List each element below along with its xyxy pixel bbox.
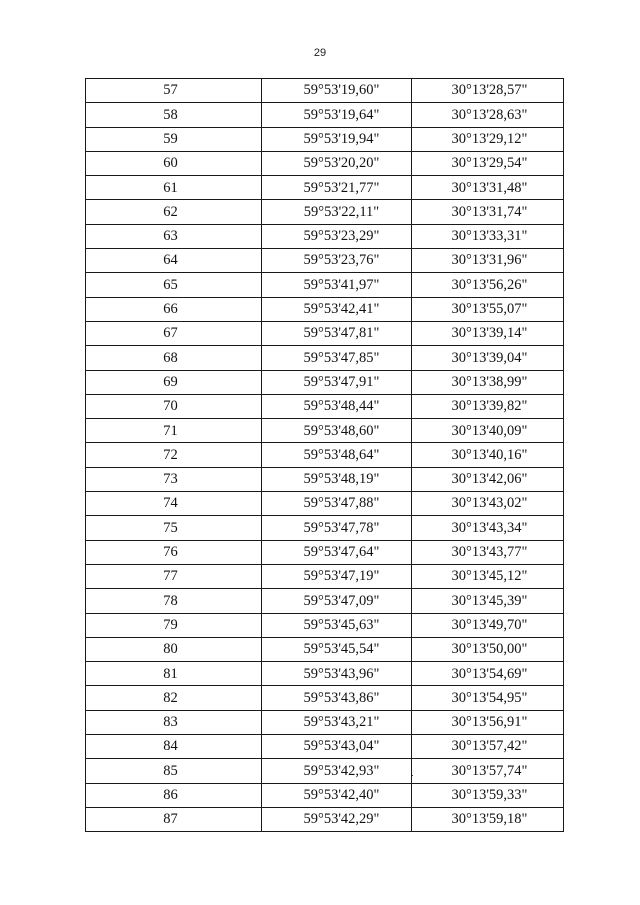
longitude-cell: 30°13'43,34" — [412, 516, 564, 540]
point-number-cell: 68 — [86, 346, 262, 370]
table-row — [86, 224, 564, 248]
longitude-cell: 30°13'39,04" — [412, 346, 564, 370]
table-row — [86, 370, 564, 394]
point-number-cell: 79 — [86, 613, 262, 637]
latitude-cell: 59°53'43,04" — [262, 735, 412, 759]
point-number-cell: 70 — [86, 394, 262, 418]
table-row — [86, 492, 564, 516]
latitude-cell: 59°53'47,19" — [262, 564, 412, 588]
longitude-cell: 30°13'28,57" — [412, 79, 564, 103]
latitude-cell: 59°53'47,81" — [262, 321, 412, 345]
point-number-cell: 74 — [86, 492, 262, 516]
longitude-cell: 30°13'55,07" — [412, 297, 564, 321]
point-number-cell: 62 — [86, 200, 262, 224]
point-number-cell: 65 — [86, 273, 262, 297]
table-row — [86, 79, 564, 103]
latitude-cell: 59°53'43,96" — [262, 662, 412, 686]
table-row — [86, 103, 564, 127]
longitude-cell: 30°13'42,06" — [412, 467, 564, 491]
longitude-cell: 30°13'39,82" — [412, 394, 564, 418]
table-row — [86, 759, 564, 783]
point-number-cell: 80 — [86, 637, 262, 661]
table-row — [86, 321, 564, 345]
table-row — [86, 710, 564, 734]
longitude-cell: 30°13'31,74" — [412, 200, 564, 224]
table-row — [86, 467, 564, 491]
point-number-cell: 58 — [86, 103, 262, 127]
latitude-cell: 59°53'19,64" — [262, 103, 412, 127]
latitude-cell: 59°53'43,21" — [262, 710, 412, 734]
table-row — [86, 443, 564, 467]
point-number-cell: 85 — [86, 759, 262, 783]
latitude-cell: 59°53'22,11" — [262, 200, 412, 224]
longitude-cell: 30°13'40,09" — [412, 419, 564, 443]
table-row — [86, 346, 564, 370]
latitude-cell: 59°53'48,19" — [262, 467, 412, 491]
point-number-cell: 82 — [86, 686, 262, 710]
table-row — [86, 807, 564, 831]
table-row — [86, 686, 564, 710]
latitude-cell: 59°53'43,86" — [262, 686, 412, 710]
table-row — [86, 783, 564, 807]
longitude-cell: 30°13'29,54" — [412, 151, 564, 175]
longitude-cell: 30°13'33,31" — [412, 224, 564, 248]
longitude-cell: 30°13'45,12" — [412, 564, 564, 588]
longitude-cell: 30°13'56,91" — [412, 710, 564, 734]
latitude-cell: 59°53'48,60" — [262, 419, 412, 443]
longitude-cell: 30°13'43,02" — [412, 492, 564, 516]
point-number-cell: 72 — [86, 443, 262, 467]
longitude-cell: 30°13'54,95" — [412, 686, 564, 710]
table-row — [86, 540, 564, 564]
latitude-cell: 59°53'45,63" — [262, 613, 412, 637]
point-number-cell: 57 — [86, 79, 262, 103]
coordinates-table — [85, 78, 564, 832]
table-row — [86, 589, 564, 613]
latitude-cell: 59°53'23,29" — [262, 224, 412, 248]
table-row — [86, 176, 564, 200]
longitude-cell: 30°13'56,26" — [412, 273, 564, 297]
latitude-cell: 59°53'47,78" — [262, 516, 412, 540]
table-row — [86, 637, 564, 661]
latitude-cell: 59°53'47,91" — [262, 370, 412, 394]
latitude-cell: 59°53'42,40" — [262, 783, 412, 807]
page-number: 29 — [313, 47, 327, 59]
longitude-cell: 30°13'54,69" — [412, 662, 564, 686]
table-row — [86, 297, 564, 321]
point-number-cell: 86 — [86, 783, 262, 807]
coordinates-table-body — [86, 79, 564, 832]
point-number-cell: 69 — [86, 370, 262, 394]
table-row — [86, 127, 564, 151]
point-number-cell: 83 — [86, 710, 262, 734]
point-number-cell: 87 — [86, 807, 262, 831]
latitude-cell: 59°53'42,41" — [262, 297, 412, 321]
longitude-cell: 30°13'40,16" — [412, 443, 564, 467]
longitude-cell: 30°13'57,42" — [412, 735, 564, 759]
table-row — [86, 394, 564, 418]
table-row — [86, 735, 564, 759]
point-number-cell: 63 — [86, 224, 262, 248]
point-number-cell: 73 — [86, 467, 262, 491]
point-number-cell: 76 — [86, 540, 262, 564]
longitude-cell: 30°13'43,77" — [412, 540, 564, 564]
latitude-cell: 59°53'45,54" — [262, 637, 412, 661]
point-number-cell: 64 — [86, 249, 262, 273]
table-row — [86, 613, 564, 637]
latitude-cell: 59°53'23,76" — [262, 249, 412, 273]
latitude-cell: 59°53'19,60" — [262, 79, 412, 103]
latitude-cell: 59°53'20,20" — [262, 151, 412, 175]
latitude-cell: 59°53'48,64" — [262, 443, 412, 467]
point-number-cell: 66 — [86, 297, 262, 321]
point-number-cell: 67 — [86, 321, 262, 345]
latitude-cell: 59°53'47,85" — [262, 346, 412, 370]
latitude-cell: 59°53'47,88" — [262, 492, 412, 516]
point-number-cell: 59 — [86, 127, 262, 151]
table-row — [86, 151, 564, 175]
longitude-cell: 30°13'39,14" — [412, 321, 564, 345]
table-row — [86, 273, 564, 297]
longitude-cell: 30°13'57,74" — [412, 759, 564, 783]
latitude-cell: 59°53'19,94" — [262, 127, 412, 151]
latitude-cell: 59°53'42,93" — [262, 759, 412, 783]
latitude-cell: 59°53'47,64" — [262, 540, 412, 564]
longitude-cell: 30°13'38,99" — [412, 370, 564, 394]
point-number-cell: 75 — [86, 516, 262, 540]
table-row — [86, 564, 564, 588]
longitude-cell: 30°13'28,63" — [412, 103, 564, 127]
point-number-cell: 78 — [86, 589, 262, 613]
longitude-cell: 30°13'50,00" — [412, 637, 564, 661]
latitude-cell: 59°53'21,77" — [262, 176, 412, 200]
latitude-cell: 59°53'42,29" — [262, 807, 412, 831]
latitude-cell: 59°53'47,09" — [262, 589, 412, 613]
point-number-cell: 61 — [86, 176, 262, 200]
point-number-cell: 77 — [86, 564, 262, 588]
point-number-cell: 84 — [86, 735, 262, 759]
longitude-cell: 30°13'59,18" — [412, 807, 564, 831]
table-row — [86, 200, 564, 224]
table-row — [86, 516, 564, 540]
point-number-cell: 60 — [86, 151, 262, 175]
scan-speck — [412, 775, 413, 776]
longitude-cell: 30°13'31,96" — [412, 249, 564, 273]
table-row — [86, 419, 564, 443]
latitude-cell: 59°53'41,97" — [262, 273, 412, 297]
longitude-cell: 30°13'49,70" — [412, 613, 564, 637]
longitude-cell: 30°13'29,12" — [412, 127, 564, 151]
point-number-cell: 81 — [86, 662, 262, 686]
latitude-cell: 59°53'48,44" — [262, 394, 412, 418]
longitude-cell: 30°13'45,39" — [412, 589, 564, 613]
longitude-cell: 30°13'31,48" — [412, 176, 564, 200]
table-row — [86, 249, 564, 273]
table-row — [86, 662, 564, 686]
point-number-cell: 71 — [86, 419, 262, 443]
longitude-cell: 30°13'59,33" — [412, 783, 564, 807]
